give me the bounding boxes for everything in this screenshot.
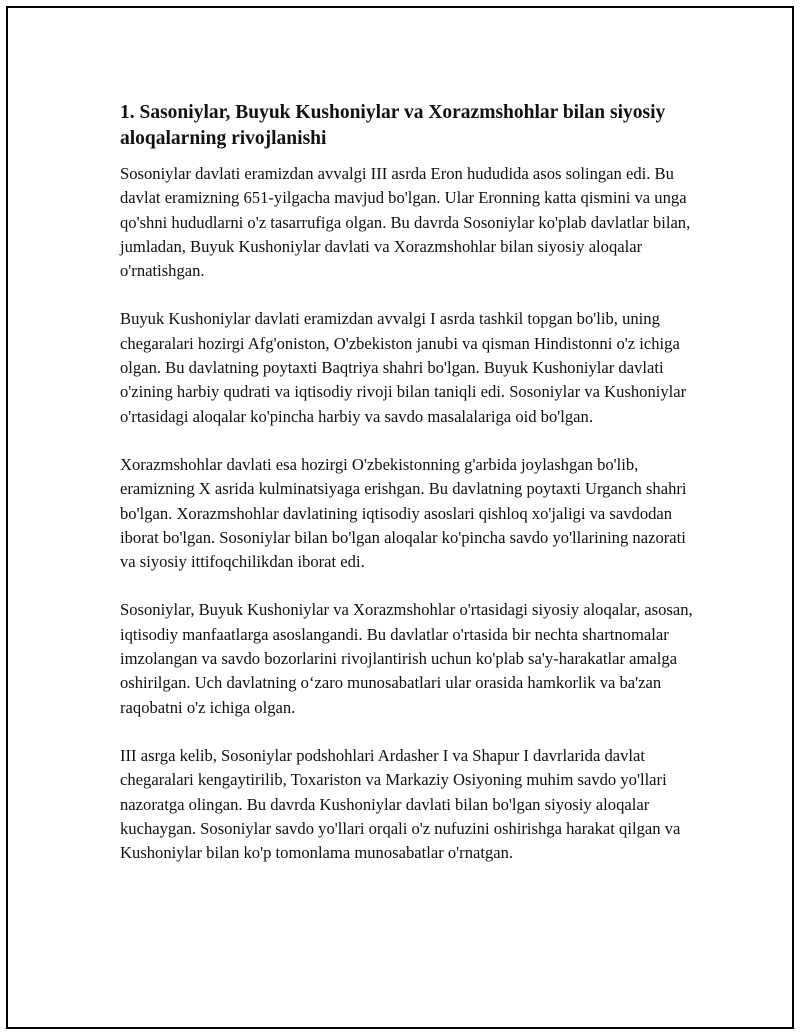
paragraph-1: Sosoniylar davlati eramizdan avvalgi III asrda Eron hududida asos solingan edi. Bu davlat eramizning 651-yilgacha mavjud bo'lgan. Ular Eronning katta qismini va unga qo'shni hududlarni o'z tasarrufiga olgan. Bu davrda Sosoniylar ko'plab davlatlar bilan, jumladan, Buyuk Kushoniylar davlati va Xorazmshohlar bilan siyosiy aloqalar o'rnatishgan. bbox=[120, 164, 691, 281]
paragraph-4: Sosoniylar, Buyuk Kushoniylar va Xorazmshohlar o'rtasidagi siyosiy aloqalar, asosan, iqtisodiy manfaatlarga asoslangandi. Bu davlatlar o'rtasida bir nechta shartnomalar imzolangan va savdo bozorlarini rivojlantirish uchun ko'plab sa'y-harakatlar amalga oshirilgan. Uch davlatning o‘zaro munosabatlari ular orasida hamkorlik va ba'zan raqobatni o'z ichiga olgan. bbox=[120, 600, 693, 717]
page-frame bbox=[6, 6, 794, 1029]
document-body bbox=[120, 100, 695, 889]
paragraph-3: Xorazmshohlar davlati esa hozirgi O'zbekistonning g'arbida joylashgan bo'lib, eramizning X asrida kulminatsiyaga erishgan. Bu davlatning poytaxti Urganch shahri bo'lgan. Xorazmshohlar davlatining iqtisodiy asoslari qishloq xo'jaligi va savdodan iborat bo'lgan. Sosoniylar bilan bo'lgan aloqalar ko'pincha savdo yo'llarining nazorati va siyosiy ittifoqchilikdan iborat edi. bbox=[120, 454, 687, 572]
paragraph-2: Buyuk Kushoniylar davlati eramizdan avvalgi I asrda tashkil topgan bo'lib, uning chegaralari hozirgi Afg'oniston, O'zbekiston janubi va qisman Hindistonni o'z ichiga olgan. Bu davlatning poytaxti Baqtriya shahri bo'lgan. Buyuk Kushoniylar davlati o'zining harbiy qudrati va iqtisodiy rivoji bilan taniqli edi. Sosoniylar va Kushoniylar o'rtasidagi aloqalar ko'pincha harbiy va savdo masalalariga oid bo'lgan. bbox=[120, 309, 687, 426]
paragraph-5: III asrga kelib, Sosoniylar podshohlari Ardasher I va Shapur I davrlarida davlat chegaralari kengaytirilib, Toxariston va Markaziy Osiyoning muhim savdo yo'llari nazoratga olingan. Bu davrda Kushoniylar davlati bilan bo'lgan siyosiy aloqalar kuchaygan. Sosoniylar savdo yo'llari orqali o'z nufuzini oshirishga harakat qilgan va Kushoniylar bilan ko'p tomonlama munosabatlar o'rnatgan. bbox=[120, 745, 681, 863]
section-heading: 1. Sasoniylar, Buyuk Kushoniylar va Xorazmshohlar bilan siyosiy aloqalarning rivojlanishi bbox=[120, 102, 666, 149]
